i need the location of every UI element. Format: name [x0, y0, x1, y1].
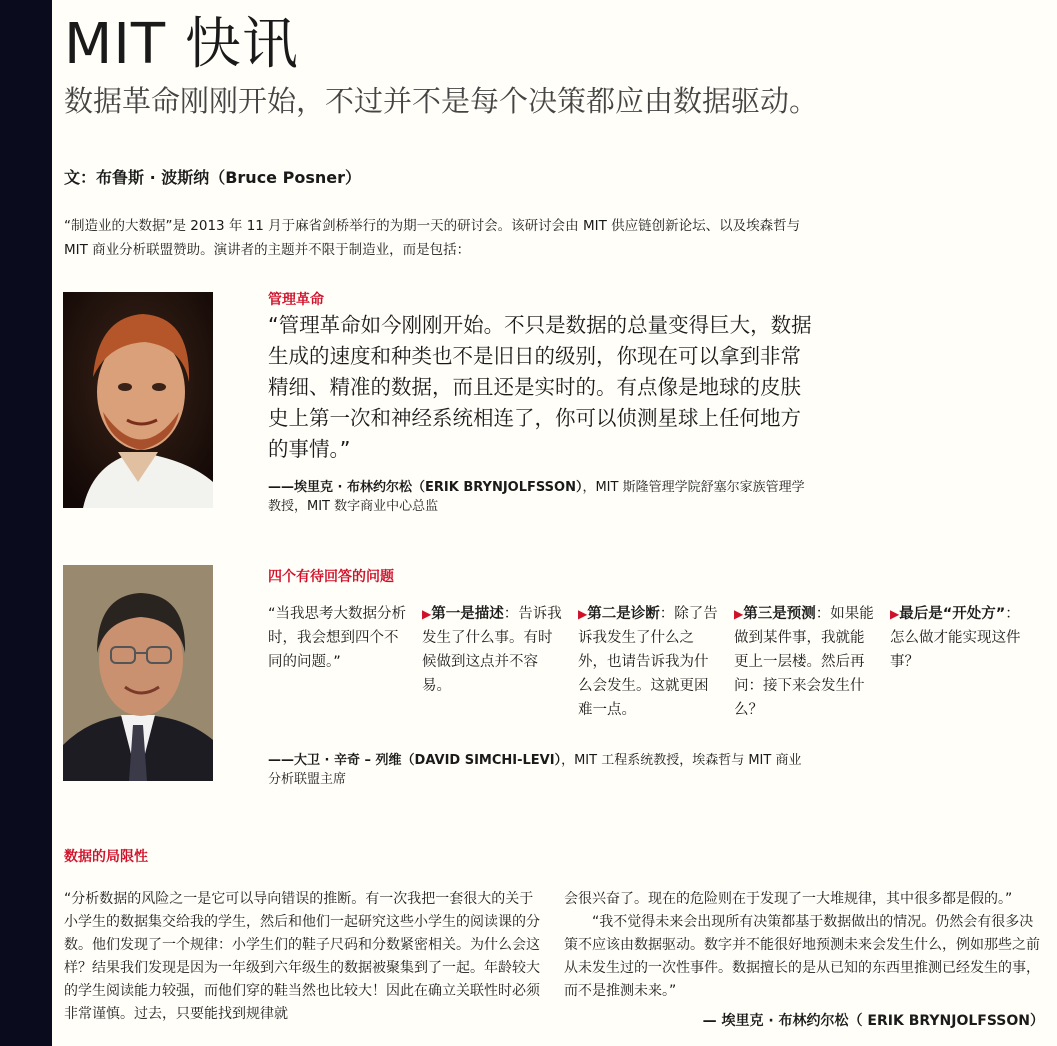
attribution-erik	[268, 478, 813, 516]
section-heading-management: 管理革命	[268, 292, 324, 308]
author-line: 文：布鲁斯 · 波斯纳（Bruce Posner）	[64, 168, 361, 187]
attribution-erik-role: ，MIT 斯隆管理学院舒塞尔家族管理学教授，MIT 数字商业中心总监	[268, 480, 805, 514]
question-item-predict	[734, 602, 874, 722]
quote-management-revolution: “管理革命如今刚刚开始。不只是数据的总量变得巨大，数据生成的速度和种类也不是旧日的级别，你现在可以拿到非常精细、精准的数据，而且还是实时的。有点像是地球的皮肤史上第一次和神经系统相连了，你可以侦测星球上任何地方的事情。”	[268, 313, 812, 461]
data-limits-column-2-quote: “我不觉得未来会出现所有决策都基于数据做出的情况。仍然会有很多决策不应该由数据驱动。数字并不能很好地预测未来会发生什么，例如那些之前从未发生过的一次性事件。数据擅长的是从已知的东西里推测已经发生的事，而不是推测未来。”	[564, 914, 1040, 999]
question-item-describe	[422, 602, 562, 698]
question-text: ：如果能做到某件事，我就能更上一层楼。然后再问：接下来会发生什么？	[734, 606, 874, 718]
article-page	[52, 0, 1057, 1046]
data-limits-column-2-continued: 会很兴奋了。现在的危险则在于发现了一大堆规律，其中很多都是假的。”	[564, 891, 1013, 907]
data-limits-attribution: — 埃里克 · 布林约尔松（ ERIK BRYNJOLFSSON）	[702, 1013, 1044, 1029]
portrait-erik-brynjolfsson	[63, 292, 213, 508]
triangle-marker-icon: ▶	[734, 607, 744, 621]
attribution-david-name: ——大卫 · 辛奇 – 列维（DAVID SIMCHI-LEVI）	[268, 753, 562, 768]
page-title: MIT 快讯	[64, 12, 299, 77]
question-label: 第一是描述	[431, 606, 504, 622]
attribution-david	[268, 751, 813, 789]
portrait-david-simchi-levi	[63, 565, 213, 781]
triangle-marker-icon: ▶	[578, 607, 588, 621]
page-subtitle: 数据革命刚刚开始，不过并不是每个决策都应由数据驱动。	[64, 84, 819, 118]
question-item-diagnose	[578, 602, 718, 722]
left-edge-bar	[0, 0, 52, 1046]
question-text: ：除了告诉我发生了什么之外，也请告诉我为什么会发生。这就更困难一点。	[578, 606, 718, 718]
question-label: 第二是诊断	[587, 606, 660, 622]
question-text: ：怎么做才能实现这件事？	[890, 606, 1021, 670]
triangle-marker-icon: ▶	[890, 607, 900, 621]
question-label: 最后是“开处方”	[899, 606, 1006, 622]
question-item-prescribe	[890, 602, 1030, 674]
section-heading-data-limits: 数据的局限性	[64, 849, 148, 865]
section-heading-four-questions: 四个有待回答的问题	[268, 569, 394, 585]
question-text: ：告诉我发生了什么事。有时候做到这点并不容易。	[422, 606, 562, 694]
attribution-david-role: ，MIT 工程系统教授，埃森哲与 MIT 商业分析联盟主席	[268, 753, 802, 787]
intro-paragraph: “制造业的大数据”是 2013 年 11 月于麻省剑桥举行的为期一天的研讨会。该研讨会由 MIT 供应链创新论坛、以及埃森哲与 MIT 商业分析联盟赞助。演讲者的主题并不限于制造业，而是包括：	[64, 218, 801, 258]
question-label: 第三是预测	[743, 606, 816, 622]
four-questions-lead: “当我思考大数据分析时，我会想到四个不同的问题。”	[268, 606, 407, 670]
data-limits-column-1: “分析数据的风险之一是它可以导向错误的推断。有一次我把一套很大的关于小学生的数据集交给我的学生，然后和他们一起研究这些小学生的阅读课的分数。他们发现了一个规律：小学生们的鞋子尺码和分数紧密相关。为什么会这样？结果我们发现是因为一年级到六年级生的数据被聚集到了一起。年龄较大的学生阅读能力较强，而他们穿的鞋当然也比较大！因此在确立关联性时必须非常谨慎。过去，只要能找到规律就	[64, 891, 540, 1022]
attribution-erik-name: ——埃里克 · 布林约尔松（ERIK BRYNJOLFSSON）	[268, 480, 583, 495]
triangle-marker-icon: ▶	[422, 607, 432, 621]
